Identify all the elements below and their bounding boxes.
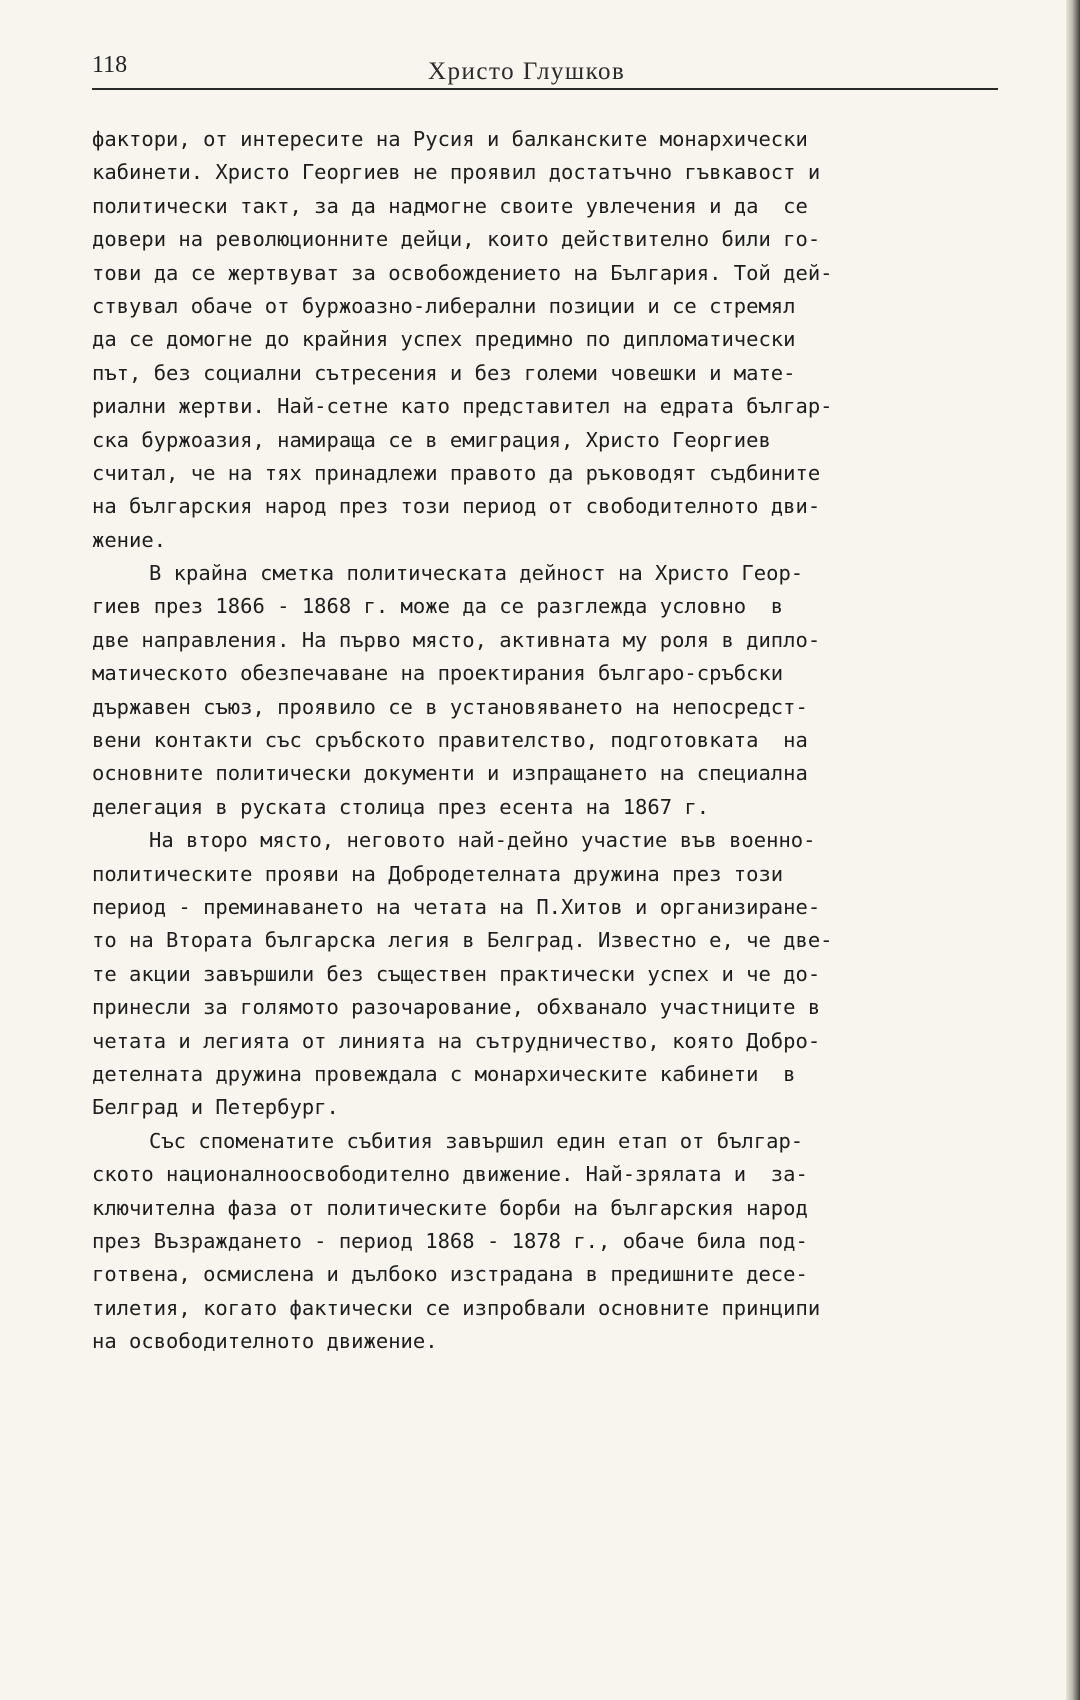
text-line: жение. [92, 527, 167, 552]
text-line: кабинети. Христо Георгиев не проявил достатъчно гъвкавост и [92, 160, 821, 185]
text-line: В крайна сметка политическата дейност на Христо Геор- [149, 561, 804, 586]
text-line: готвена, осмислена и дълбоко изстрадана в предишните десе- [92, 1262, 808, 1287]
text-line: на българския народ през този период от свободителното дви- [92, 494, 821, 519]
text-line: политически такт, за да надмогне своите увлечения и да се [92, 193, 808, 218]
text-line: основните политически документи и изпращането на специална [92, 761, 808, 786]
text-line: вени контакти със сръбското правителство, подготовката на [92, 728, 808, 753]
text-line: принесли за голямото разочарование, обхванало участниците в [92, 995, 821, 1020]
page-header [92, 48, 998, 90]
text-line: детелната дружина провеждала с монархическите кабинети в [92, 1061, 796, 1086]
text-line: считал, че на тях принадлежи правото да ръководят съдбините [92, 460, 821, 485]
text-line: период - преминаването на четата на П.Хитов и организиране- [92, 894, 821, 919]
text-line: ското националноосвободително движение. Най-зрялата и за- [92, 1162, 808, 1187]
page-edge-shadow [1066, 0, 1080, 1700]
text-line: две направления. На първо място, активната му роля в дипло- [92, 627, 821, 652]
text-line: път, без социални сътресения и без големи човешки и мате- [92, 360, 796, 385]
text-line: политическите прояви на Добродетелната дружина през този [92, 861, 784, 886]
text-line: Белград и Петербург. [92, 1095, 339, 1120]
running-head: Христо Глушков [428, 58, 626, 85]
text-line: да се домогне до крайния успех предимно по дипломатически [92, 327, 796, 352]
text-line: Със споменатите събития завършил един етап от българ- [149, 1128, 804, 1153]
text-line: На второ място, неговото най-дейно участие във военно- [149, 828, 816, 853]
text-line: гиев през 1866 - 1868 г. може да се разглежда условно в [92, 594, 784, 619]
page-number: 118 [92, 52, 128, 78]
text-line: тилетия, когато фактически се изпробвали основните принципи [92, 1295, 821, 1320]
text-line: матическото обезпечаване на проектирания българо-сръбски [92, 661, 784, 686]
text-line: то на Втората българска легия в Белград. Известно е, че две- [92, 928, 833, 953]
text-line: ключителна фаза от политическите борби на българския народ [92, 1195, 808, 1220]
text-line: ствувал обаче от буржоазно-либерални позиции и се стремял [92, 293, 796, 318]
text-line: довери на революционните дейци, които действително били го- [92, 227, 821, 252]
body-text [92, 123, 1012, 1358]
text-line: на освободителното движение. [92, 1329, 438, 1354]
text-line: през Възраждането - период 1868 - 1878 г., обаче била под- [92, 1228, 808, 1253]
text-line: делегация в руската столица през есента на 1867 г. [92, 794, 710, 819]
text-line: те акции завършили без съществен практически успех и че до- [92, 961, 821, 986]
text-line: ска буржоазия, намираща се в емиграция, Христо Георгиев [92, 427, 771, 452]
text-line: тови да се жертвуват за освобождението на България. Той дей- [92, 260, 833, 285]
text-line: четата и легията от линията на сътрудничество, която Добро- [92, 1028, 821, 1053]
text-line: фактори, от интересите на Русия и балканските монархически [92, 127, 808, 151]
text-line: риални жертви. Най-сетне като представител на едрата българ- [92, 394, 833, 419]
text-line: държавен съюз, проявило се в установяването на непосредст- [92, 694, 808, 719]
